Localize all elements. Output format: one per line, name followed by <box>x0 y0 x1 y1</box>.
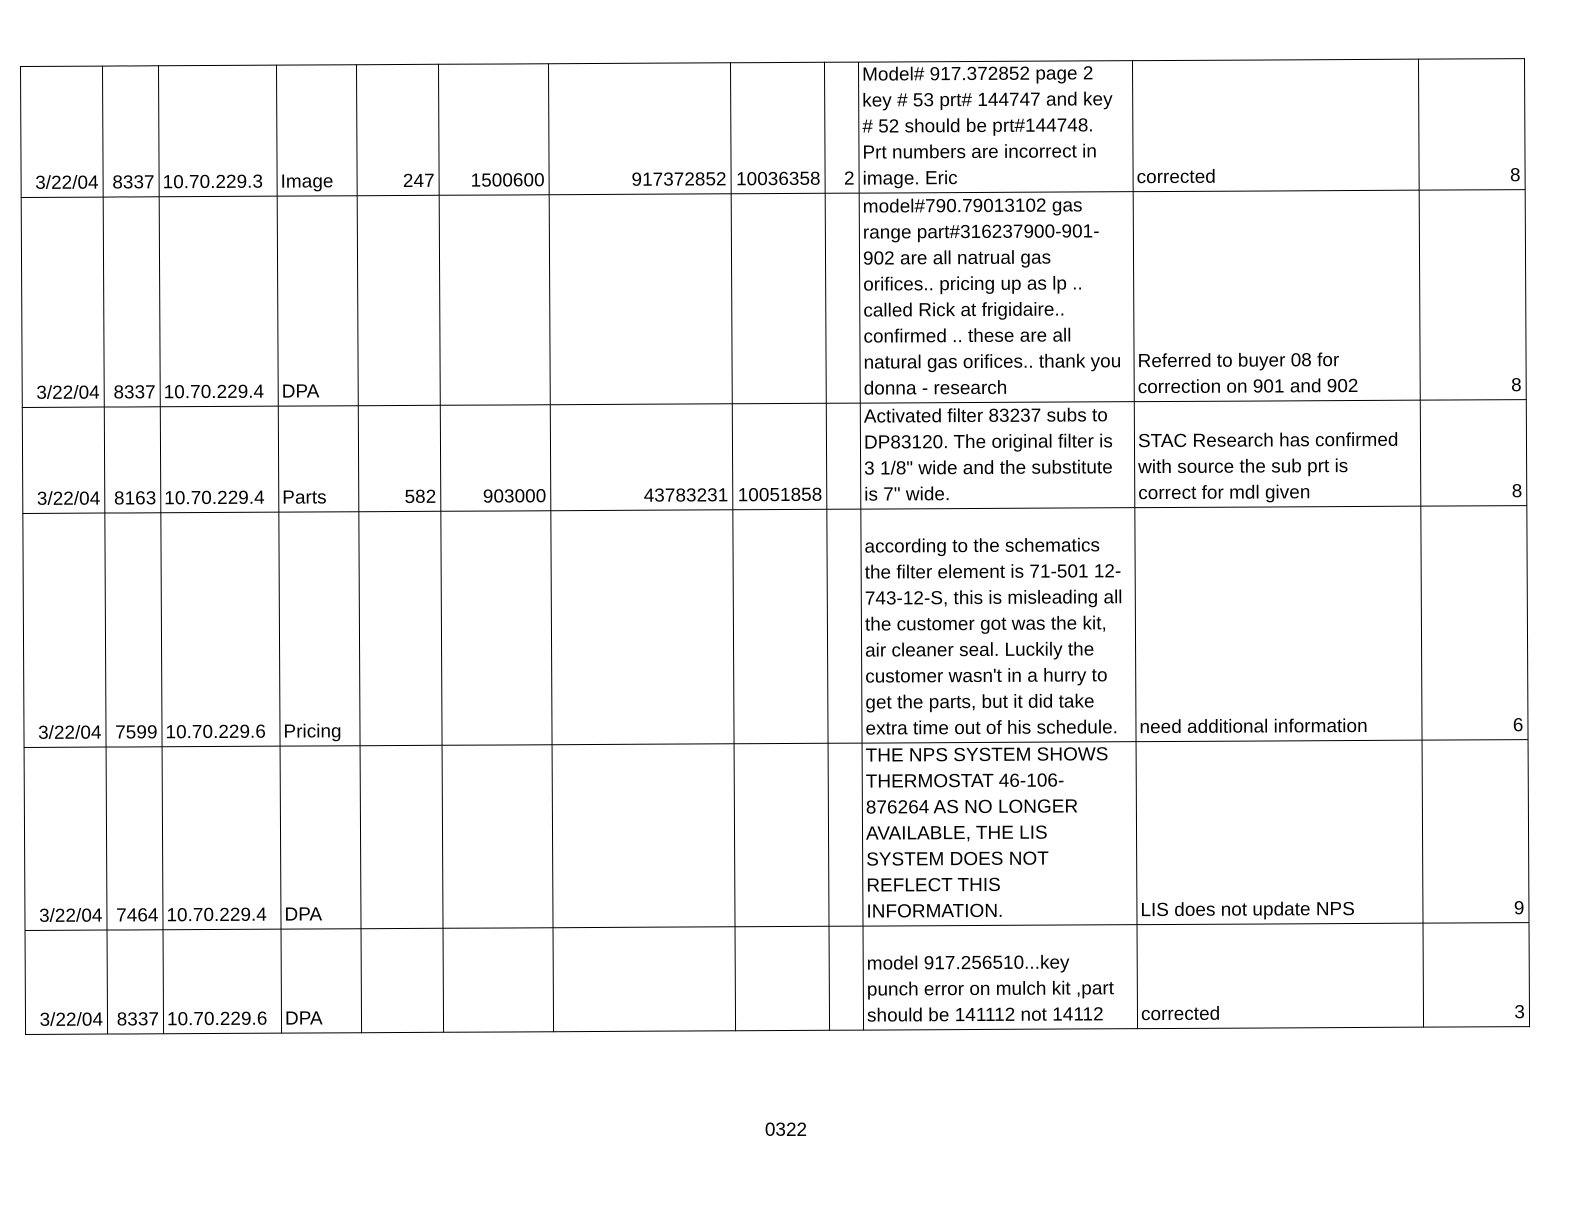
page-number: 0322 <box>764 1120 808 1141</box>
table-row <box>23 506 1528 748</box>
flag-cell <box>827 509 862 743</box>
description-cell: Activated filter 83237 subs to DP83120. The original filter is 3 1/8" wide and the substitute is 7" wide. <box>860 402 1135 509</box>
code-cell <box>441 511 552 746</box>
date-cell: 3/22/04 <box>22 407 105 513</box>
id-cell: 8163 <box>104 407 161 513</box>
description-cell: Model# 917.372852 page 2 key # 53 prt# 144747 and key # 52 should be prt#144748. Prt numbers are incorrect in image. Eric <box>858 61 1133 193</box>
table-row <box>21 190 1526 408</box>
ip-cell: 10.70.229.4 <box>162 746 281 930</box>
ip-cell: 10.70.229.6 <box>161 512 280 747</box>
flag-cell <box>828 743 863 926</box>
issue-log-table <box>20 58 1530 1035</box>
order-cell <box>733 509 828 743</box>
resolution-cell: need additional information <box>1135 506 1422 741</box>
ip-cell: 10.70.229.3 <box>159 65 278 197</box>
count-cell: 8 <box>1419 190 1526 401</box>
resolution-cell: LIS does not update NPS <box>1136 740 1423 924</box>
order-cell: 10051858 <box>732 403 827 509</box>
table-row <box>24 740 1529 931</box>
count-cell: 8 <box>1420 400 1527 507</box>
table-row <box>25 923 1530 1035</box>
category-cell: DPA <box>277 196 358 406</box>
id-cell: 8337 <box>107 930 164 1034</box>
resolution-cell: corrected <box>1132 59 1419 191</box>
qty-cell: 247 <box>356 64 439 195</box>
description-cell: model 917.256510...key punch error on mulch kit ,part should be 141112 not 14112 <box>863 925 1138 1030</box>
code-cell: 1500600 <box>438 64 549 196</box>
description-cell: according to the schematics the filter element is 71-501 12- 743-12-S, this is misleading all the customer got was the kit, air cleaner seal. Luckily the customer wasn't in a hurry to get the parts, but it did take extra time out of his schedule. <box>861 508 1136 743</box>
flag-cell: 2 <box>824 62 859 193</box>
count-cell: 3 <box>1423 923 1530 1028</box>
category-cell: Parts <box>278 406 359 512</box>
resolution-cell: Referred to buyer 08 for correction on 901 and 902 <box>1133 190 1420 401</box>
id-cell: 8337 <box>103 66 160 197</box>
date-cell: 3/22/04 <box>24 747 107 930</box>
code-cell <box>443 928 554 1033</box>
category-cell: DPA <box>281 929 362 1033</box>
log-sheet <box>20 58 1529 1035</box>
code-cell <box>442 745 553 929</box>
ip-cell: 10.70.229.4 <box>159 196 278 407</box>
order-cell: 10036358 <box>730 62 825 193</box>
id-cell: 7599 <box>105 513 162 747</box>
flag-cell <box>825 193 860 403</box>
model-cell <box>553 927 736 1032</box>
category-cell: DPA <box>280 746 361 929</box>
order-cell <box>734 743 829 926</box>
flag-cell <box>829 926 864 1030</box>
model-cell: 917372852 <box>548 63 731 195</box>
model-cell <box>549 194 732 405</box>
date-cell: 3/22/04 <box>21 66 104 197</box>
model-cell: 43783231 <box>550 404 733 511</box>
id-cell: 8337 <box>103 197 160 407</box>
code-cell <box>439 195 550 406</box>
count-cell: 6 <box>1421 506 1528 741</box>
ip-cell: 10.70.229.6 <box>163 929 282 1034</box>
code-cell: 903000 <box>440 405 551 512</box>
order-cell <box>735 926 830 1030</box>
table-row <box>21 59 1526 198</box>
description-cell: model#790.79013102 gas range part#316237900-901- 902 are all natrual gas orifices.. pricing up as lp .. called Rick at frigidaire.. confirmed .. these are all natural gas orifices.. thank you donna - research <box>859 192 1134 403</box>
model-cell <box>552 744 735 928</box>
category-cell: Image <box>276 65 357 196</box>
resolution-cell: STAC Research has confirmed with source the sub prt is correct for mdl given <box>1134 400 1421 507</box>
qty-cell: 582 <box>358 405 441 511</box>
resolution-cell: corrected <box>1137 923 1424 1028</box>
date-cell: 3/22/04 <box>21 197 104 407</box>
order-cell <box>731 193 826 403</box>
description-cell: THE NPS SYSTEM SHOWS THERMOSTAT 46-106- 876264 AS NO LONGER AVAILABLE, THE LIS SYSTEM DOES NOT REFLECT THIS INFORMATION. <box>862 742 1137 926</box>
count-cell: 8 <box>1418 59 1525 191</box>
table-row <box>22 400 1527 514</box>
count-cell: 9 <box>1422 740 1529 924</box>
flag-cell <box>826 403 861 509</box>
qty-cell <box>359 511 442 745</box>
date-cell: 3/22/04 <box>25 930 108 1034</box>
category-cell: Pricing <box>279 512 360 746</box>
model-cell <box>551 510 734 745</box>
ip-cell: 10.70.229.4 <box>160 406 279 513</box>
qty-cell <box>360 745 443 928</box>
qty-cell <box>361 928 444 1032</box>
id-cell: 7464 <box>106 747 163 930</box>
qty-cell <box>357 195 440 405</box>
date-cell: 3/22/04 <box>23 513 106 747</box>
